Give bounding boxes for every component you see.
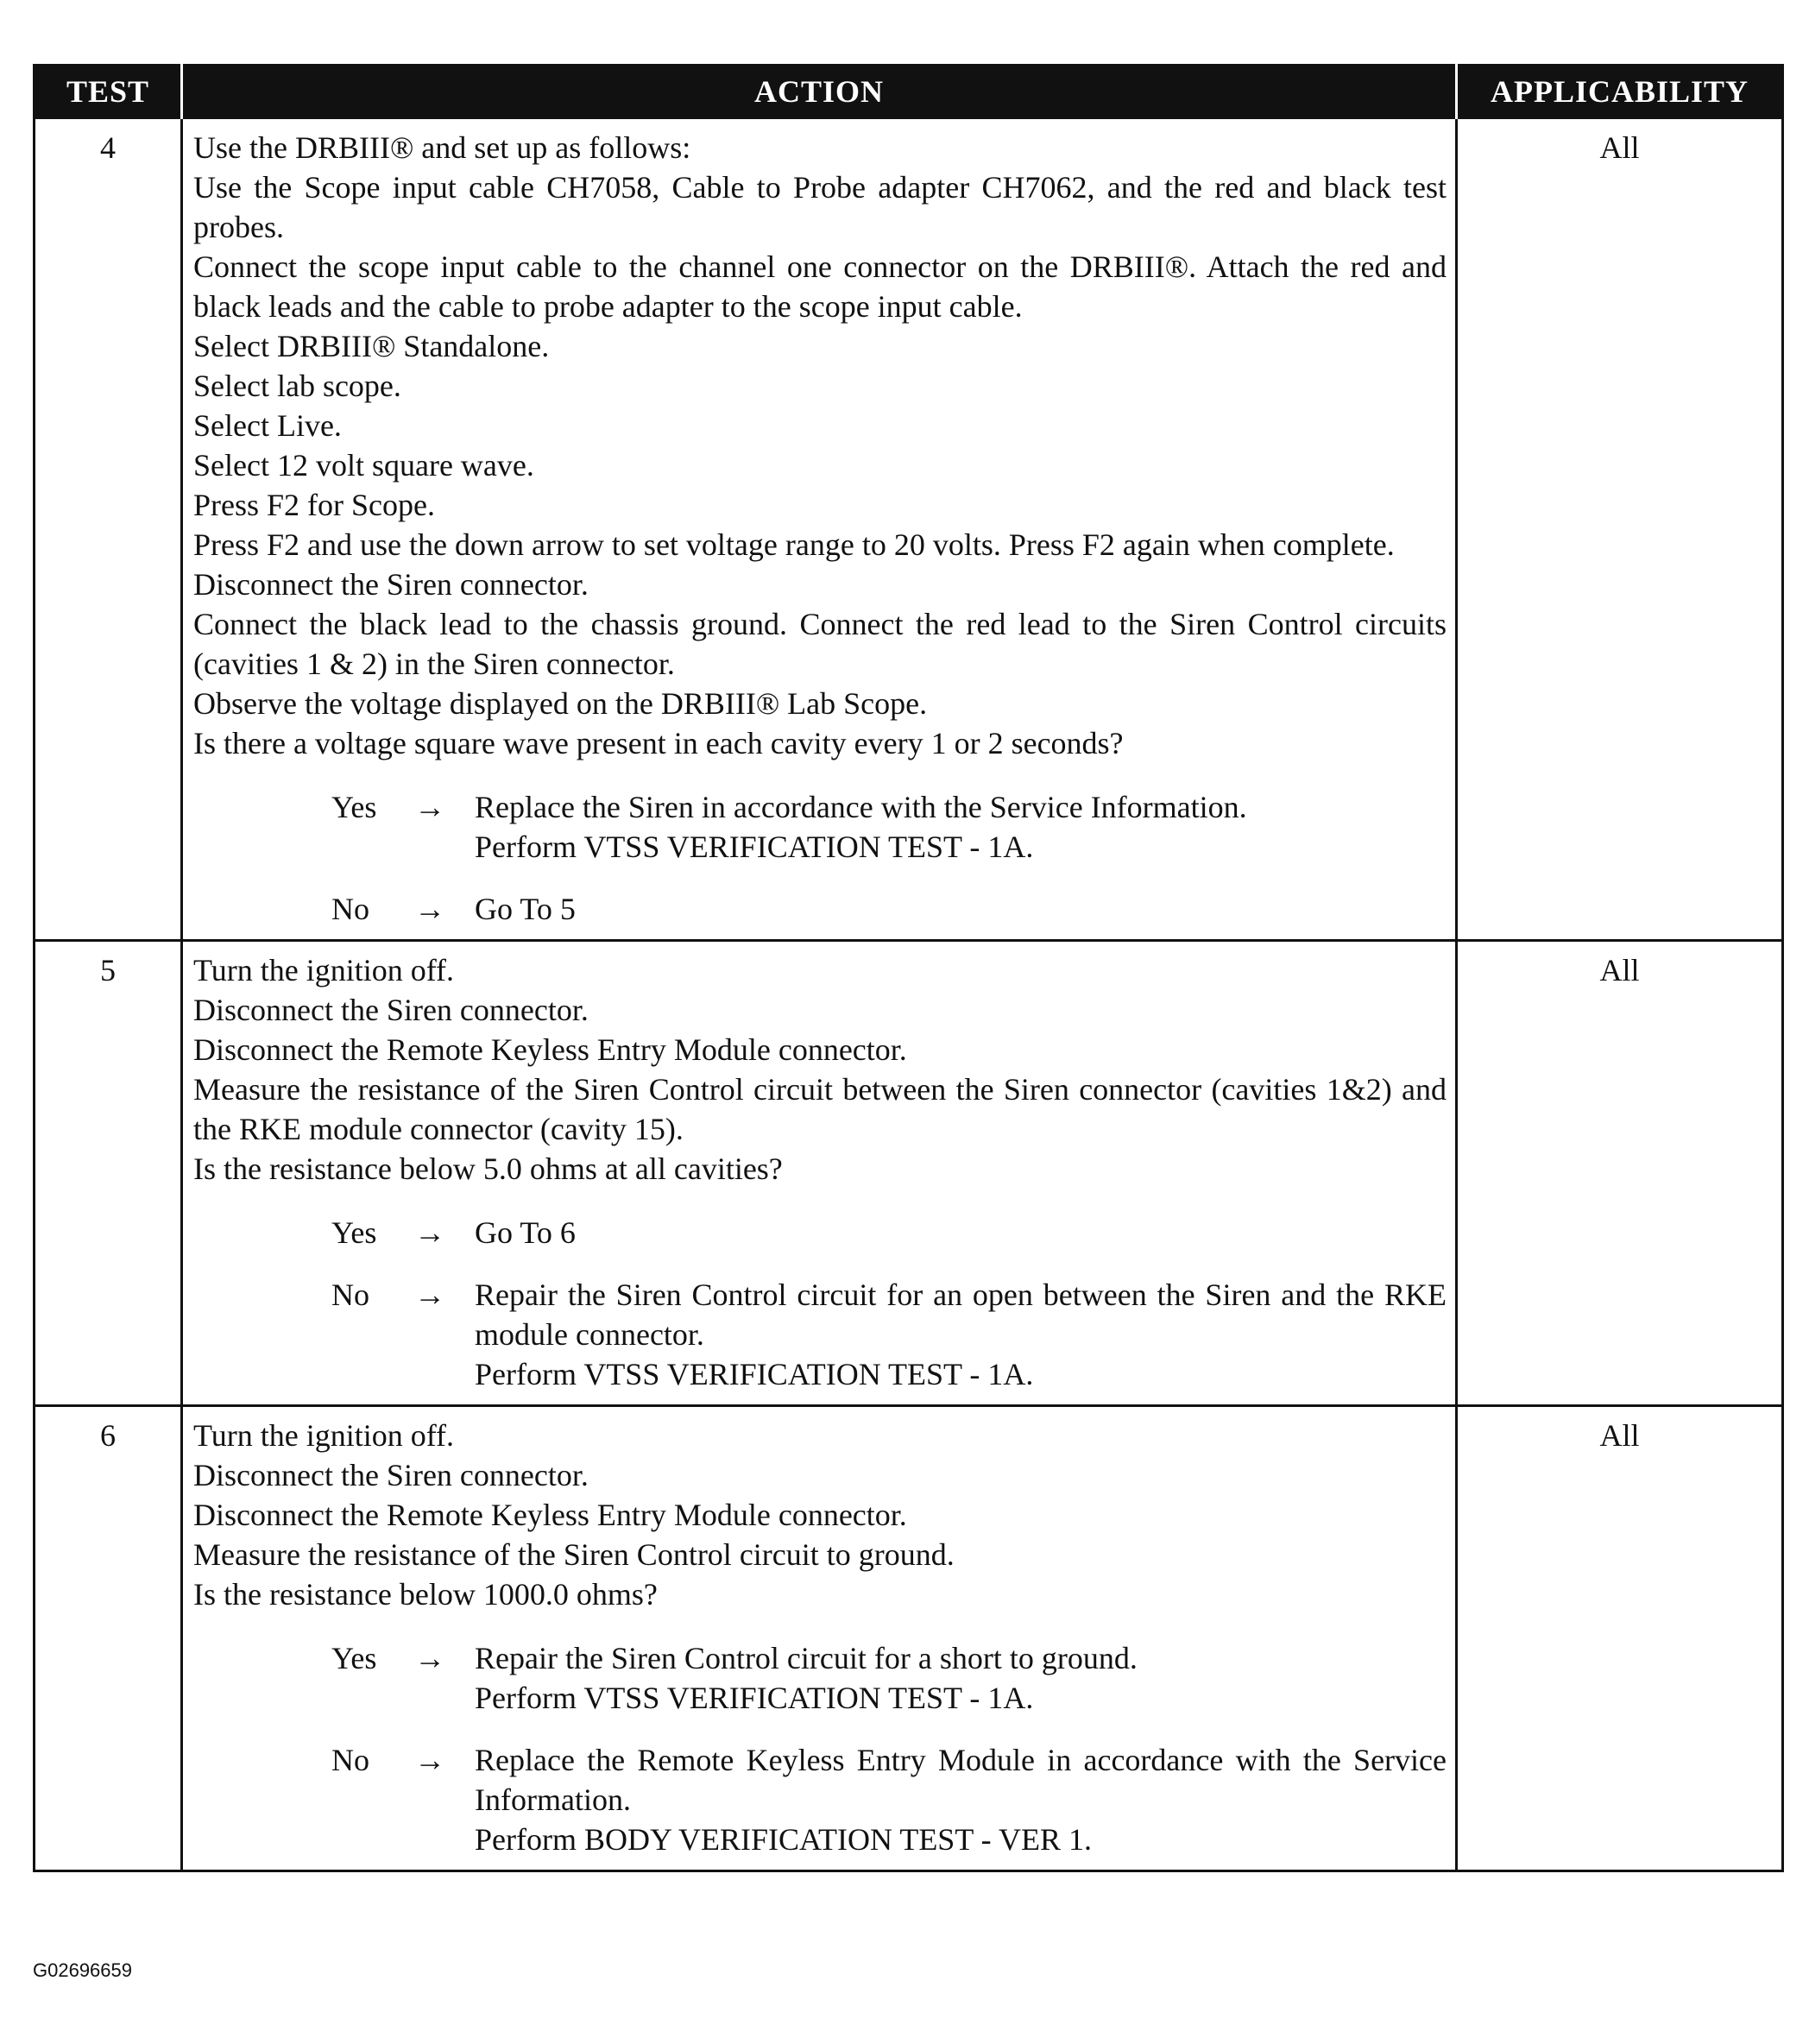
arrow-right-icon: → — [414, 1278, 445, 1312]
action-step: Select DRBIII® Standalone. — [193, 329, 550, 363]
arrow-right-icon: → — [414, 892, 445, 926]
action-step: Is there a voltage square wave present in each cavity every 1 or 2 seconds? — [193, 726, 1124, 760]
applicability-value: All — [1457, 1406, 1783, 1871]
answer-text — [475, 1740, 1447, 1859]
action-step: Select lab scope. — [193, 369, 401, 403]
action-step: Disconnect the Remote Keyless Entry Module connector. — [193, 1032, 907, 1067]
answer-line: Repair the Siren Control circuit for a short to ground. — [475, 1641, 1138, 1675]
action-step: Disconnect the Remote Keyless Entry Module connector. — [193, 1498, 907, 1532]
arrow-right-icon: → — [414, 790, 445, 824]
action-step: Select 12 volt square wave. — [193, 448, 534, 483]
action-step: Use the Scope input cable CH7058, Cable to Probe adapter CH7062, and the red and black test probes. — [193, 170, 1447, 244]
answers — [193, 1638, 1447, 1859]
answer-label: No — [331, 1743, 369, 1777]
action-cell — [182, 118, 1457, 941]
answer-line: Go To 5 — [475, 892, 576, 926]
table-row — [35, 1406, 1783, 1871]
answer-text — [475, 787, 1447, 867]
action-step: Connect the scope input cable to the channel one connector on the DRBIII®. Attach the red and black leads and the cable to probe adapter to the scope input cable. — [193, 249, 1447, 324]
action-step: Disconnect the Siren connector. — [193, 567, 589, 602]
header-applicability: APPLICABILITY — [1457, 66, 1783, 118]
action-step: Press F2 for Scope. — [193, 488, 435, 522]
header-action: ACTION — [182, 66, 1457, 118]
arrow-right-icon: → — [414, 1215, 445, 1250]
action-step: Turn the ignition off. — [193, 953, 455, 987]
action-cell — [182, 1406, 1457, 1871]
answer-line: Go To 6 — [475, 1215, 576, 1250]
answer-text — [475, 889, 1447, 929]
table-header — [35, 66, 1783, 118]
answer-line: Replace the Remote Keyless Entry Module in accordance with the Service Information. — [475, 1743, 1447, 1817]
test-number: 5 — [35, 941, 182, 1406]
arrow-right-icon: → — [414, 1641, 445, 1675]
action-step: Disconnect the Siren connector. — [193, 1458, 589, 1492]
test-number: 4 — [35, 118, 182, 941]
answer-label: Yes — [331, 1641, 377, 1675]
action-step: Measure the resistance of the Siren Control circuit between the Siren connector (cavities 1&2) and the RKE module connector (cavity 15). — [193, 1072, 1447, 1146]
diagnostic-page — [33, 64, 1781, 1872]
action-step: Press F2 and use the down arrow to set voltage range to 20 volts. Press F2 again when complete. — [193, 527, 1395, 562]
header-test: TEST — [35, 66, 182, 118]
answer-text — [475, 1213, 1447, 1252]
action-step: Connect the black lead to the chassis ground. Connect the red lead to the Siren Control circuits (cavities 1 & 2) in the Siren connector. — [193, 607, 1447, 681]
answer-line: Perform BODY VERIFICATION TEST - VER 1. — [475, 1822, 1093, 1857]
answer-no — [193, 1740, 1447, 1859]
answer-line: Repair the Siren Control circuit for an open between the Siren and the RKE module connector. — [475, 1278, 1447, 1352]
answer-yes — [193, 1638, 1447, 1718]
answer-no — [193, 1275, 1447, 1394]
answer-label: Yes — [331, 790, 377, 824]
answer-line: Perform VTSS VERIFICATION TEST - 1A. — [475, 1357, 1034, 1391]
figure-id: G02696659 — [33, 1959, 132, 1981]
answer-label: No — [331, 1278, 369, 1312]
answers — [193, 1213, 1447, 1394]
applicability-value: All — [1457, 941, 1783, 1406]
action-step: Observe the voltage displayed on the DRBIII® Lab Scope. — [193, 686, 928, 721]
action-step: Is the resistance below 1000.0 ohms? — [193, 1577, 658, 1612]
table-row — [35, 118, 1783, 941]
answer-no — [193, 889, 1447, 929]
action-cell — [182, 941, 1457, 1406]
action-step: Use the DRBIII® and set up as follows: — [193, 130, 691, 165]
action-step: Is the resistance below 5.0 ohms at all cavities? — [193, 1151, 783, 1186]
diagnostic-test-table — [33, 64, 1784, 1872]
answer-label: Yes — [331, 1215, 377, 1250]
test-number: 6 — [35, 1406, 182, 1871]
answer-line: Perform VTSS VERIFICATION TEST - 1A. — [475, 830, 1034, 864]
applicability-value: All — [1457, 118, 1783, 941]
answers — [193, 787, 1447, 929]
action-step: Turn the ignition off. — [193, 1418, 455, 1453]
action-step: Measure the resistance of the Siren Control circuit to ground. — [193, 1537, 955, 1572]
answer-yes — [193, 787, 1447, 867]
table-body — [35, 118, 1783, 1871]
answer-line: Replace the Siren in accordance with the Service Information. — [475, 790, 1247, 824]
action-step: Disconnect the Siren connector. — [193, 993, 589, 1027]
answer-label: No — [331, 892, 369, 926]
answer-yes — [193, 1213, 1447, 1252]
arrow-right-icon: → — [414, 1743, 445, 1777]
answer-text — [475, 1638, 1447, 1718]
table-row — [35, 941, 1783, 1406]
action-step: Select Live. — [193, 408, 342, 443]
answer-line: Perform VTSS VERIFICATION TEST - 1A. — [475, 1681, 1034, 1715]
answer-text — [475, 1275, 1447, 1394]
